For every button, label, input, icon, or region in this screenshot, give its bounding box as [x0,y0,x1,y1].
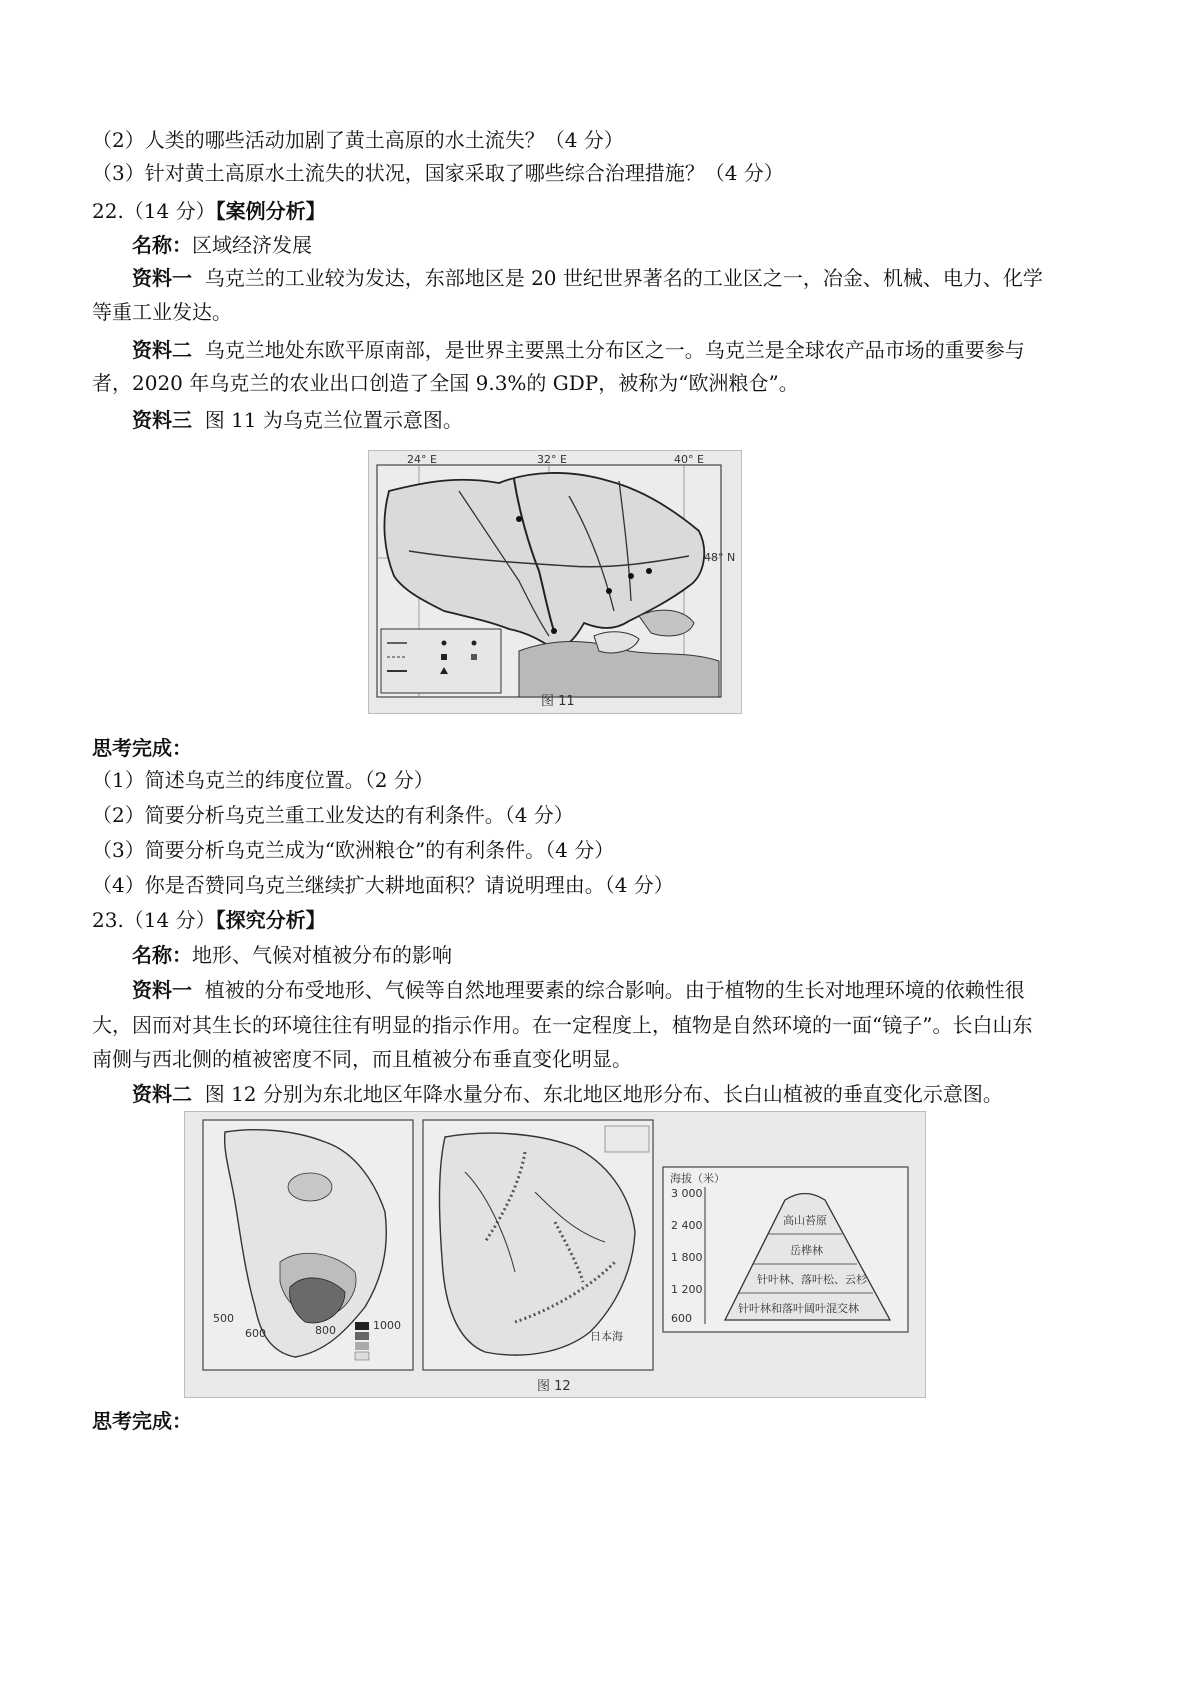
q22-material-1 [132,263,1043,293]
figure-caption: 图 11 [541,694,575,709]
q22-name [132,230,312,260]
material-text: 图 12 分别为东北地区年降水量分布、东北地区地形分布、长白山植被的垂直变化示意图。 [204,1082,1003,1106]
material-label: 资料一 [132,266,192,290]
figure-11-map [368,450,742,714]
q22-material-2-cont: 者，2020 年乌克兰的农业出口创造了全国 9.3%的 GDP，被称为“欧洲粮仓”。 [92,371,799,395]
q22-material-3 [132,405,463,435]
q22-question-3: （3）简要分析乌克兰成为“欧洲粮仓”的有利条件。（4 分） [92,838,615,862]
question-21-2: （2）人类的哪些活动加剧了黄土高原的水土流失？（4 分） [92,128,624,152]
vegetation-belt: 针叶林和落叶阔叶混交林 [738,1302,859,1315]
material-label: 资料二 [132,338,192,362]
ukraine-map [369,451,741,713]
q23-material-1-cont: 大，因而对其生长的环境往往有明显的指示作用。在一定程度上，植物是自然环境的一面“镜子”。长白山东 [92,1013,1033,1037]
q22-material-2 [132,335,1025,365]
name-label: 名称： [132,233,192,257]
longitude-label: 40° E [674,453,704,466]
question-21-3: （3）针对黄土高原水土流失的状况，国家采取了哪些综合治理措施？（4 分） [92,161,784,185]
sea-label: 日本海 [590,1330,623,1343]
name-text: 地形、气候对植被分布的影响 [192,943,452,967]
question-type: 【案例分析】 [215,199,326,223]
question-number: 22.（14 分） [92,199,216,223]
elevation-tick: 1 200 [671,1283,703,1296]
figure-12 [184,1111,926,1398]
material-text: 植被的分布受地形、气候等自然地理要素的综合影响。由于植物的生长对地理环境的依赖性很 [204,978,1025,1002]
isohyet-label: 800 [315,1324,336,1337]
figure-12-panels [185,1112,925,1397]
question-23-header [92,905,326,935]
figure-caption: 图 12 [537,1379,571,1394]
think-label: 思考完成： [92,1409,192,1433]
isohyet-label: 1000 [373,1319,401,1332]
vegetation-belt: 岳桦林 [790,1244,823,1257]
elevation-tick: 2 400 [671,1219,703,1232]
question-number: 23.（14 分） [92,908,216,932]
vegetation-belt: 针叶林、落叶松、云杉 [757,1273,867,1286]
elevation-tick: 1 800 [671,1251,703,1264]
material-text: 乌克兰地处东欧平原南部，是世界主要黑土分布区之一。乌克兰是全球农产品市场的重要参与 [204,338,1025,362]
q23-material-2 [132,1079,1003,1109]
material-label: 资料二 [132,1082,192,1106]
q22-material-1-cont: 等重工业发达。 [92,300,232,324]
material-text: 图 11 为乌克兰位置示意图。 [204,408,463,432]
q22-question-1: （1）简述乌克兰的纬度位置。（2 分） [92,768,434,792]
y-axis-label: 海拔（米） [670,1172,725,1185]
material-text: 乌克兰的工业较为发达，东部地区是 20 世纪世界著名的工业区之一，冶金、机械、电力、化学 [204,266,1043,290]
isohyet-label: 500 [213,1312,234,1325]
material-label: 资料三 [132,408,192,432]
longitude-label: 24° E [407,453,437,466]
material-label: 资料一 [132,978,192,1002]
q23-name [132,940,452,970]
q23-material-1-cont2: 南侧与西北侧的植被密度不同，而且植被分布垂直变化明显。 [92,1047,632,1071]
q23-material-1 [132,975,1025,1005]
elevation-tick: 3 000 [671,1187,703,1200]
vegetation-belt: 高山苔原 [783,1214,827,1227]
longitude-label: 32° E [537,453,567,466]
think-label: 思考完成： [92,736,192,760]
name-text: 区域经济发展 [192,233,312,257]
elevation-tick: 600 [671,1312,692,1325]
q22-question-4: （4）你是否赞同乌克兰继续扩大耕地面积？请说明理由。（4 分） [92,873,674,897]
isohyet-label: 600 [245,1327,266,1340]
question-22-header [92,196,326,226]
name-label: 名称： [132,943,192,967]
latitude-label: 48° N [704,551,736,564]
q22-question-2: （2）简要分析乌克兰重工业发达的有利条件。（4 分） [92,803,574,827]
question-type: 【探究分析】 [215,908,326,932]
